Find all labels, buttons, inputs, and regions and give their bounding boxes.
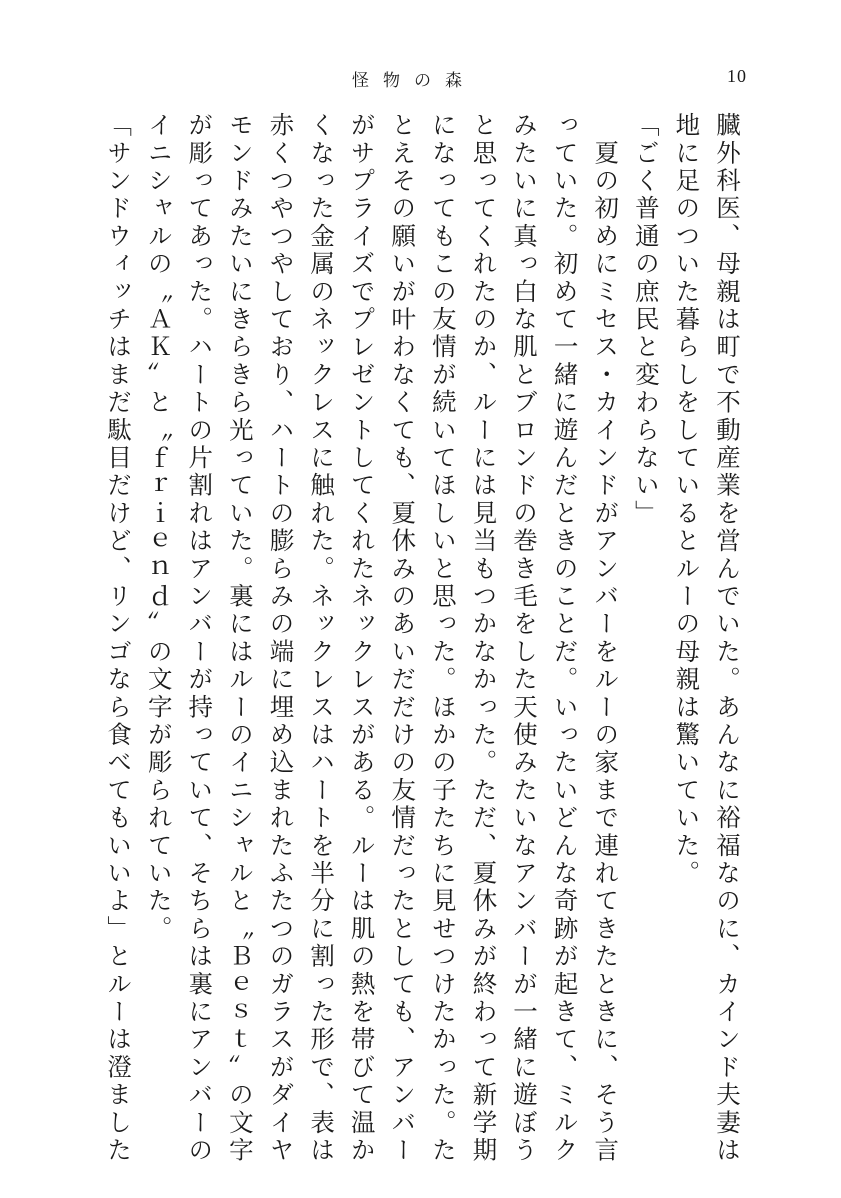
text-column: 臓外科医、母親は町で不動産業を営んでいた。あんなに裕福なのに、カインド夫妻は [713, 112, 742, 1165]
page-number: 10 [727, 66, 747, 86]
text-column: とえその願いが叶わなくても、夏休みのあいだだけの友情だったとしても、アンバー [388, 112, 418, 1165]
text-column: と思ってくれたのか、ルーには見当もつかなかった。ただ、夏休みが終わって新学期 [469, 112, 499, 1165]
text-column: くなった金属のネックレスに触れた。ネックレスはハートを半分に割った形で、表は [307, 112, 337, 1165]
text-column: 赤くつやつやしており、ハートの膨らみの端に埋め込まれたふたつのガラスがダイヤ [266, 112, 296, 1165]
book-title: 怪物の森 [352, 71, 476, 91]
text-column: がサプライズでプレゼントしてくれたネックレスがある。ルーは肌の熱を帯びて温か [347, 112, 377, 1165]
text-column: 「ごく普通の庶民と変わらない」 [631, 112, 661, 528]
text-column: 夏の初めにミセス・カインドがアンバーをルーの家まで連れてきたときに、そう言 [591, 112, 621, 1165]
text-column: が彫ってあった。ハートの片割れはアンバーが持っていて、そちらは裏にアンバーの [185, 112, 215, 1165]
body-text [98, 112, 748, 1165]
text-column: モンドみたいにきらきら光っていた。裏にはルーのイニシャルと〝Ｂｅｓｔ〟の文字 [225, 112, 255, 1165]
text-column: 「サンドウィッチはまだ駄目だけど、リンゴなら食べてもいいよ」とルーは澄ました [104, 112, 134, 1165]
text-column: になってもこの友情が続いてほしいと思った。ほかの子たちに見せつけたかった。た [428, 112, 458, 1165]
text-column: イニシャルの〝ＡＫ〟と〝ｆｒｉｅｎｄ〟の文字が彫られていた。 [144, 112, 174, 943]
running-header [0, 66, 841, 96]
text-column: っていた。初めて一緒に遊んだときのことだ。いったいどんな奇跡が起きて、ミルク [550, 112, 580, 1165]
text-column: 地に足のついた暮らしをしているとルーの母親は驚いていた。 [672, 112, 702, 888]
text-column: みたいに真っ白な肌とブロンドの巻き毛をした天使みたいなアンバーが一緒に遊ぼう [510, 112, 540, 1165]
